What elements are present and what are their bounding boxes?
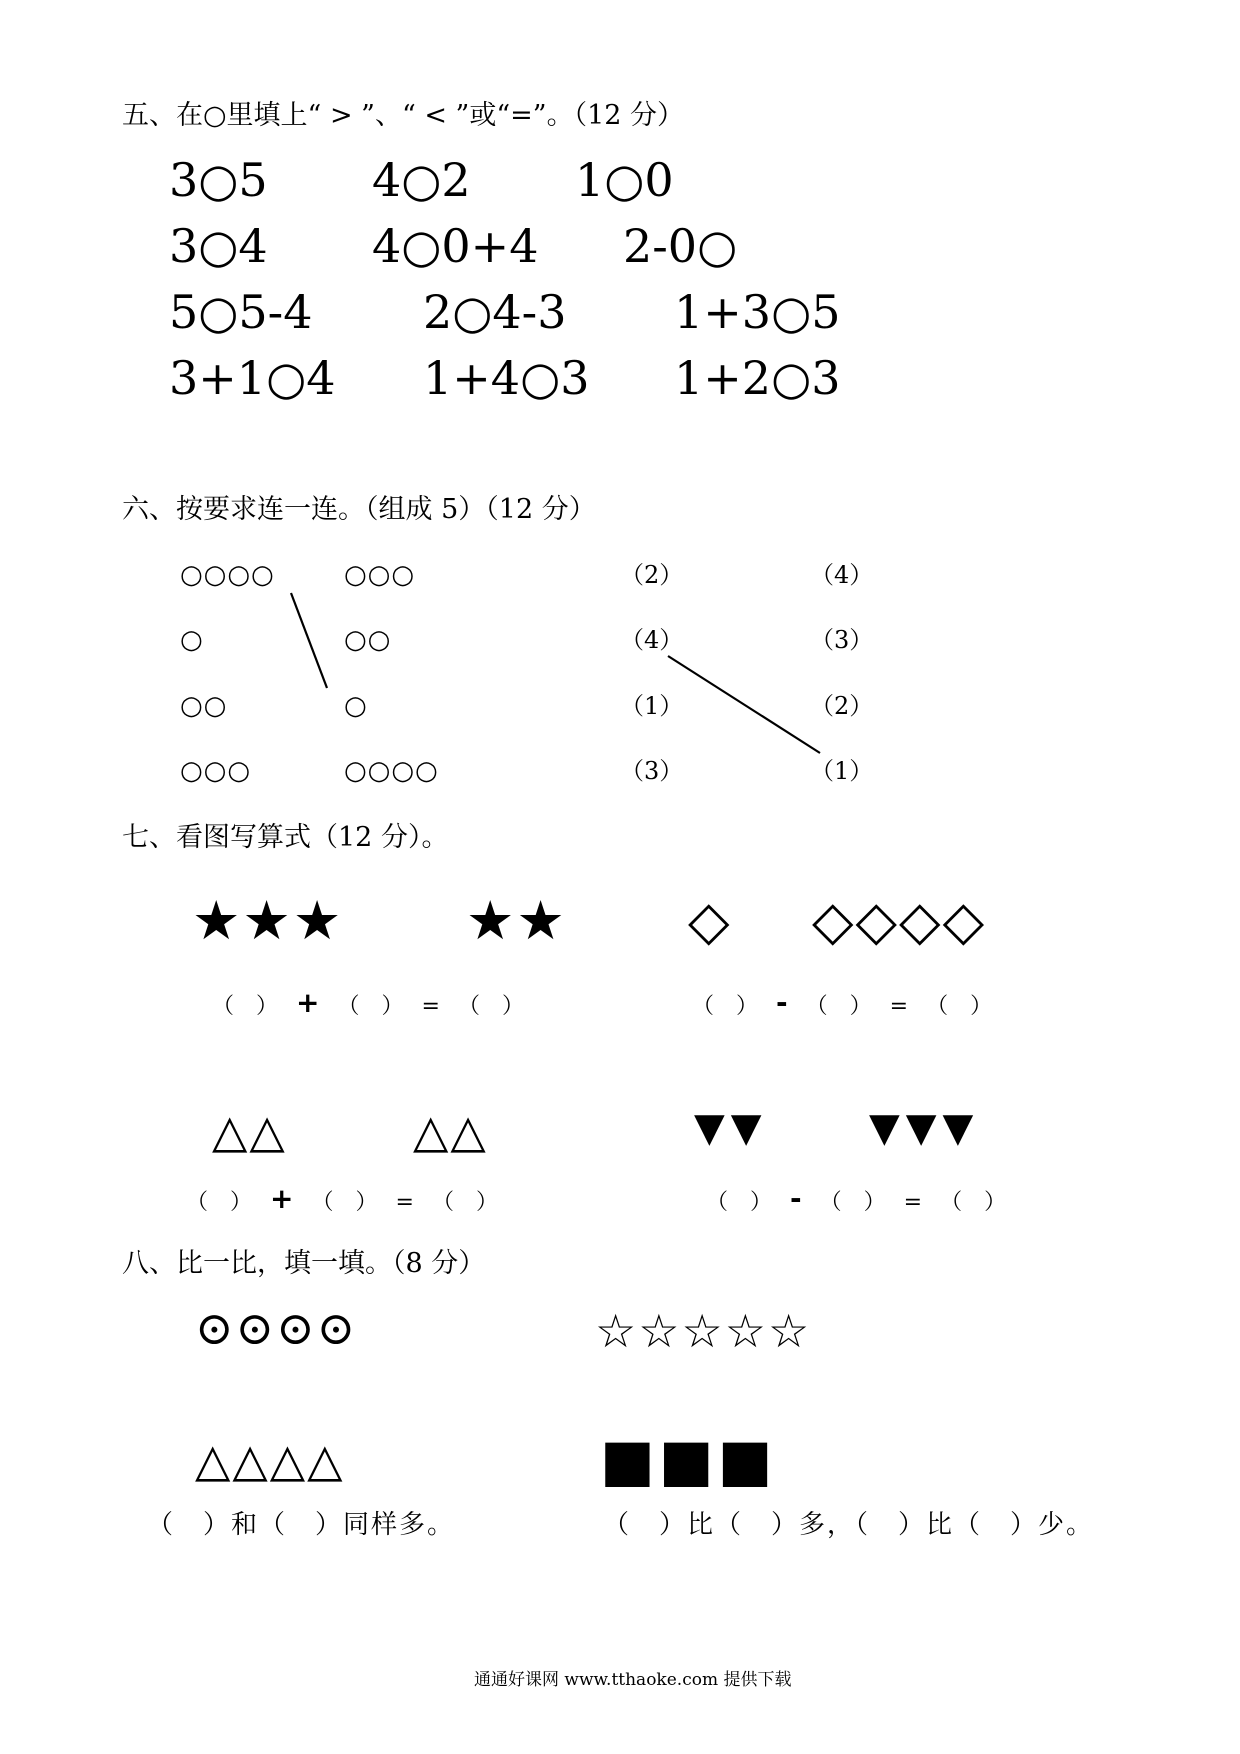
triangles: △△△△ xyxy=(195,1433,345,1487)
compare-item: 2-0○ xyxy=(623,219,738,273)
number-label: （3） xyxy=(620,757,684,785)
equals-sign: = xyxy=(395,1190,414,1215)
equals-sign: = xyxy=(889,994,909,1019)
answer-blank[interactable]: （ ） xyxy=(186,1190,253,1215)
number-label: （3） xyxy=(810,626,874,654)
circle-group: ○○ xyxy=(180,691,228,721)
compare-item: 4○2 xyxy=(372,153,471,207)
equals-sign: = xyxy=(421,994,440,1019)
circle-group: ○○○ xyxy=(180,756,252,786)
white-stars: ☆☆☆☆☆ xyxy=(595,1304,812,1358)
black-down-triangles: ▼▼ xyxy=(694,1105,768,1151)
diamonds: ◇◇◇◇ xyxy=(812,889,987,952)
circle-group: ○ xyxy=(180,625,204,655)
answer-blank[interactable]: （ ） xyxy=(819,1190,886,1215)
answer-blank[interactable]: （ ） xyxy=(311,1190,378,1215)
black-down-triangles: ▼▼▼ xyxy=(869,1105,980,1151)
answer-blank[interactable]: （ ） xyxy=(926,994,993,1019)
compare-item: 1+2○3 xyxy=(674,351,841,405)
compare-item: 3+1○4 xyxy=(169,351,336,405)
black-stars: ★★ xyxy=(466,889,567,952)
answer-blank[interactable]: （ ） xyxy=(692,994,759,1019)
minus-sign: - xyxy=(790,1182,802,1215)
answer-blank[interactable]: （ ） xyxy=(457,994,524,1019)
section7-title: 七、看图写算式（12 分）。 xyxy=(122,822,449,853)
triangles: △△ xyxy=(212,1104,287,1158)
number-label: （4） xyxy=(620,626,684,654)
number-label: （1） xyxy=(620,692,684,720)
circle-group: ○○ xyxy=(344,625,392,655)
compare-item: 5○5-4 xyxy=(169,285,313,339)
compare-item: 4○0+4 xyxy=(372,219,539,273)
connect-line xyxy=(668,656,820,753)
number-label: （2） xyxy=(620,561,684,589)
diamond: ◇ xyxy=(688,889,732,952)
circle-group: ○○○ xyxy=(344,560,416,590)
answer-blank[interactable]: （ ） xyxy=(940,1190,1007,1215)
answer-blank[interactable]: （ ） xyxy=(706,1190,773,1215)
fill-sentence-same[interactable]: （ ）和（ ）同样多。 xyxy=(147,1510,456,1540)
subtraction-equation xyxy=(706,1182,1007,1217)
connect-line xyxy=(291,593,327,688)
answer-blank[interactable]: （ ） xyxy=(212,994,279,1019)
black-stars: ★★★ xyxy=(192,889,344,952)
circle-group: ○○○○ xyxy=(344,756,439,786)
compare-item: 1+4○3 xyxy=(423,351,590,405)
footer-source: 通通好课网 www.tthaoke.com 提供下载 xyxy=(474,1670,792,1690)
section6-title: 六、按要求连一连。（组成 5）（12 分） xyxy=(122,494,596,525)
subtraction-equation xyxy=(692,986,993,1021)
compare-item: 2○4-3 xyxy=(423,285,567,339)
compare-item: 3○4 xyxy=(169,219,268,273)
compare-item: 1○0 xyxy=(575,153,674,207)
plus-sign: + xyxy=(270,1182,294,1215)
number-label: （4） xyxy=(810,561,874,589)
fill-sentence-compare[interactable]: （ ）比（ ）多，（ ）比（ ）少。 xyxy=(603,1510,1095,1540)
section8-title: 八、比一比，填一填。（8 分） xyxy=(122,1248,486,1279)
answer-blank[interactable]: （ ） xyxy=(805,994,872,1019)
number-label: （2） xyxy=(810,692,874,720)
answer-blank[interactable]: （ ） xyxy=(431,1190,498,1215)
circle-group: ○○○○ xyxy=(180,560,275,590)
black-squares: ■■■ xyxy=(600,1426,777,1494)
plus-sign: + xyxy=(296,986,320,1019)
answer-blank[interactable]: （ ） xyxy=(337,994,404,1019)
section5-title: 五、在○里填上“ > ”、“ < ”或“=”。（12 分） xyxy=(122,100,685,131)
circle-group: ○ xyxy=(344,691,368,721)
equals-sign: = xyxy=(903,1190,923,1215)
triangles: △△ xyxy=(413,1104,488,1158)
addition-equation xyxy=(212,986,524,1021)
dotted-circles: ⊙⊙⊙⊙ xyxy=(195,1301,358,1355)
addition-equation xyxy=(186,1182,498,1217)
minus-sign: - xyxy=(776,986,788,1019)
compare-item: 3○5 xyxy=(169,153,268,207)
compare-item: 1+3○5 xyxy=(674,285,841,339)
number-label: （1） xyxy=(810,757,874,785)
